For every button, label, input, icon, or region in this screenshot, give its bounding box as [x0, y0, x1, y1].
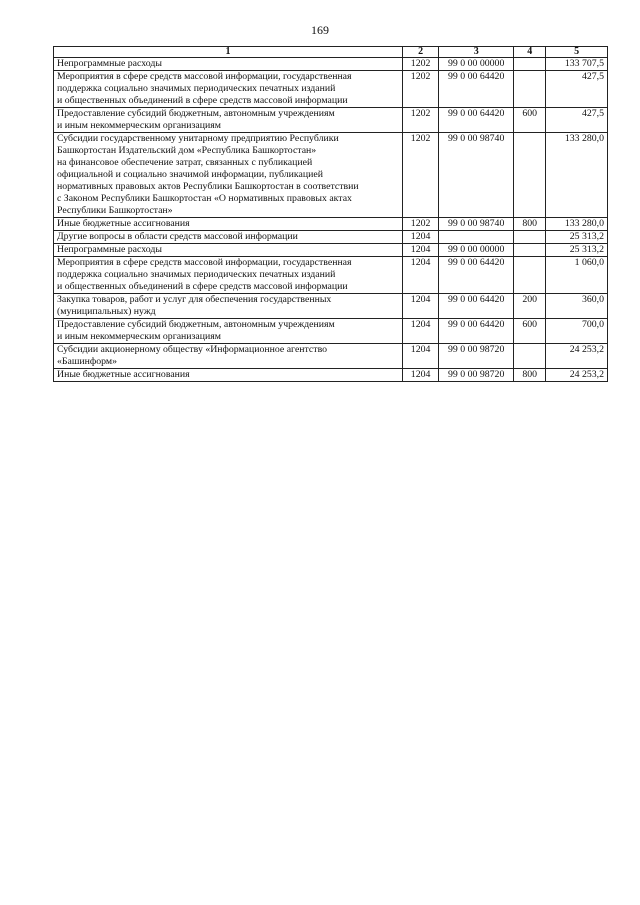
row-target: 99 0 00 98740 — [439, 133, 514, 218]
row-name: Непрограммные расходы — [54, 58, 403, 71]
row-section: 1204 — [403, 369, 439, 382]
row-type — [514, 231, 546, 244]
row-type: 800 — [514, 369, 546, 382]
row-name: Иные бюджетные ассигнования — [54, 369, 403, 382]
row-amount: 133 280,0 — [546, 133, 608, 218]
row-target: 99 0 00 98740 — [439, 218, 514, 231]
row-amount: 1 060,0 — [546, 257, 608, 294]
row-section: 1202 — [403, 108, 439, 133]
table-row — [54, 58, 608, 71]
row-name: Непрограммные расходы — [54, 244, 403, 257]
row-name: Мероприятия в сфере средств массовой информации, государственная поддержка социально значимых периодических печатных изданий и общественных объединений в сфере средств массовой информации — [54, 257, 403, 294]
row-target: 99 0 00 98720 — [439, 344, 514, 369]
header-col-3: 3 — [439, 47, 514, 58]
row-section: 1204 — [403, 294, 439, 319]
row-type — [514, 133, 546, 218]
row-amount: 25 313,2 — [546, 231, 608, 244]
row-target: 99 0 00 00000 — [439, 244, 514, 257]
row-section: 1204 — [403, 257, 439, 294]
row-amount: 427,5 — [546, 71, 608, 108]
row-target: 99 0 00 64420 — [439, 319, 514, 344]
row-name: Другие вопросы в области средств массовой информации — [54, 231, 403, 244]
row-type — [514, 344, 546, 369]
table-row — [54, 133, 608, 218]
header-col-2: 2 — [403, 47, 439, 58]
row-amount: 25 313,2 — [546, 244, 608, 257]
row-section: 1202 — [403, 71, 439, 108]
row-target: 99 0 00 98720 — [439, 369, 514, 382]
row-section: 1204 — [403, 319, 439, 344]
row-type — [514, 257, 546, 294]
row-amount: 24 253,2 — [546, 344, 608, 369]
row-section: 1204 — [403, 231, 439, 244]
header-col-1: 1 — [54, 47, 403, 58]
table-row — [54, 71, 608, 108]
table-row — [54, 369, 608, 382]
row-section: 1202 — [403, 58, 439, 71]
row-name: Иные бюджетные ассигнования — [54, 218, 403, 231]
row-type — [514, 71, 546, 108]
row-type — [514, 244, 546, 257]
page-number: 169 — [311, 23, 329, 37]
table-row — [54, 294, 608, 319]
row-target — [439, 231, 514, 244]
row-amount: 427,5 — [546, 108, 608, 133]
row-type — [514, 58, 546, 71]
header-col-4: 4 — [514, 47, 546, 58]
header-col-5: 5 — [546, 47, 608, 58]
table-row — [54, 218, 608, 231]
row-amount: 360,0 — [546, 294, 608, 319]
row-section: 1204 — [403, 244, 439, 257]
row-target: 99 0 00 64420 — [439, 108, 514, 133]
row-target: 99 0 00 00000 — [439, 58, 514, 71]
row-type: 800 — [514, 218, 546, 231]
row-amount: 700,0 — [546, 319, 608, 344]
header-row — [54, 47, 608, 58]
row-type: 200 — [514, 294, 546, 319]
row-name: Субсидии государственному унитарному предприятию Республики Башкортостан Издательский дом «Республика Башкортостан» на финансовое обеспечение затрат, связанных с публикацией официальной и социально значимой информации, публикацией нормативных правовых актов Республики Башкортостан в соответствии с Законом Республики Башкортостан «О нормативных правовых актах Республики Башкортостан» — [54, 133, 403, 218]
row-name: Закупка товаров, работ и услуг для обеспечения государственных (муниципальных) нужд — [54, 294, 403, 319]
row-amount: 133 280,0 — [546, 218, 608, 231]
table-row — [54, 108, 608, 133]
row-target: 99 0 00 64420 — [439, 294, 514, 319]
row-section: 1204 — [403, 344, 439, 369]
row-name: Предоставление субсидий бюджетным, автономным учреждениям и иным некоммерческим организациям — [54, 319, 403, 344]
row-amount: 133 707,5 — [546, 58, 608, 71]
row-name: Предоставление субсидий бюджетным, автономным учреждениям и иным некоммерческим организациям — [54, 108, 403, 133]
row-amount: 24 253,2 — [546, 369, 608, 382]
table-row — [54, 257, 608, 294]
row-name: Субсидии акционерному обществу «Информационное агентство «Башинформ» — [54, 344, 403, 369]
row-type: 600 — [514, 319, 546, 344]
table-row — [54, 319, 608, 344]
row-section: 1202 — [403, 218, 439, 231]
table-row — [54, 244, 608, 257]
budget-table — [53, 46, 608, 382]
row-target: 99 0 00 64420 — [439, 257, 514, 294]
table-row — [54, 344, 608, 369]
row-section: 1202 — [403, 133, 439, 218]
row-name: Мероприятия в сфере средств массовой информации, государственная поддержка социально значимых периодических печатных изданий и общественных объединений в сфере средств массовой информации — [54, 71, 403, 108]
row-type: 600 — [514, 108, 546, 133]
table-row — [54, 231, 608, 244]
row-target: 99 0 00 64420 — [439, 71, 514, 108]
